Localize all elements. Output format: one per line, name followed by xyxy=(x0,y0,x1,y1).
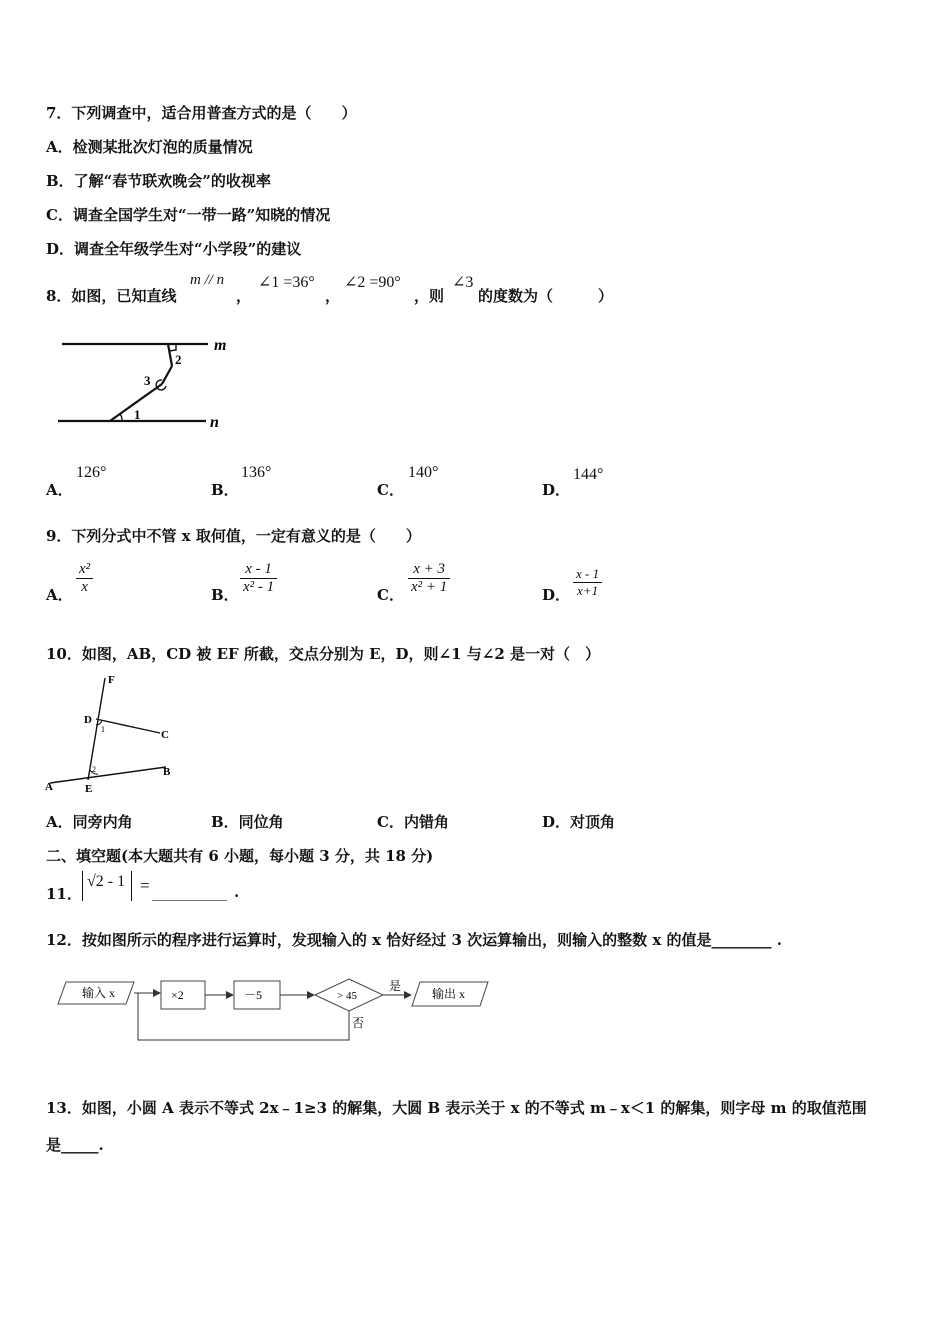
q11-abs-expression xyxy=(82,871,132,901)
label-angle2: 2 xyxy=(175,352,182,367)
label-f: F xyxy=(108,674,115,686)
q8-option-c-letter: C． xyxy=(377,481,404,499)
q12-stem: 12．按如图所示的程序进行运算时，发现输入的 x 恰好经过 3 次运算输出，则输入的整数 x 的值是________ . xyxy=(46,931,782,949)
section2-heading: 二、填空题(本大题共有 6 小题，每小题 3 分，共 18 分) xyxy=(46,847,434,865)
q10-figure xyxy=(42,672,182,797)
q9-option-c-letter: C． xyxy=(377,586,404,604)
ray-dc xyxy=(96,719,160,733)
q10-option-d: D．对顶角 xyxy=(542,813,616,831)
q10-option-b: B．同位角 xyxy=(211,813,284,831)
label-d: D xyxy=(84,714,92,726)
q7-stem: 7．下列调查中，适合用普查方式的是（ ） xyxy=(46,104,357,122)
q11-equals: = xyxy=(140,876,150,895)
q9-option-d-letter: D． xyxy=(542,586,571,604)
q8-angle3: ∠3 xyxy=(452,274,474,291)
q9-option-c-fraction xyxy=(408,561,450,596)
q13-line2: 是_____. xyxy=(46,1136,104,1154)
segment-middle xyxy=(162,366,172,384)
q9-option-d-fraction xyxy=(573,566,602,599)
q7-option-a: A．检测某批次灯泡的质量情况 xyxy=(46,138,253,156)
q9-b-numerator: x - 1 xyxy=(245,561,272,577)
q7-option-b: B．了解“春节联欢晚会”的收视率 xyxy=(46,172,271,190)
label-angle1: 1 xyxy=(101,725,105,734)
q8-sep1: ， xyxy=(236,287,252,305)
q9-c-numerator: x + 3 xyxy=(413,561,446,577)
q11-blank: __________ xyxy=(152,883,227,901)
flow-output-label: 输出 x xyxy=(432,987,466,1001)
q8-sep2: ， xyxy=(325,287,341,305)
q10-stem: 10．如图，AB，CD 被 EF 所截，交点分别为 E，D，则∠1 与∠2 是一对（ ） xyxy=(46,645,601,663)
q11-end: . xyxy=(234,883,240,901)
q8-option-d-letter: D． xyxy=(542,481,571,499)
label-angle1: 1 xyxy=(134,407,141,422)
q8-option-b-letter: B． xyxy=(211,481,239,499)
q8-option-c-value: 140° xyxy=(408,464,439,481)
label-angle2: 2 xyxy=(92,765,96,774)
q13-line1: 13．如图，小圆 A 表示不等式 2x﹣1≥3 的解集，大圆 B 表示关于 x 的不等式 m﹣x＜1 的解集，则字母 m 的取值范围 xyxy=(46,1099,867,1117)
label-n: n xyxy=(210,414,219,431)
q8-option-a-value: 126° xyxy=(76,464,107,481)
q10-option-a: A．同旁内角 xyxy=(46,813,133,831)
flow-no-label: 否 xyxy=(352,1016,365,1030)
line-ab xyxy=(50,767,166,783)
q9-option-b-fraction xyxy=(240,561,277,596)
flow-yes-label: 是 xyxy=(389,979,402,993)
label-e: E xyxy=(85,783,93,795)
flow-minus5-label: －5 xyxy=(244,988,263,1002)
q8-option-d-value: 144° xyxy=(573,466,604,483)
q8-then: ，则 xyxy=(414,287,445,305)
q9-c-denominator: x² + 1 xyxy=(408,578,450,596)
label-angle3: 3 xyxy=(144,373,151,388)
q10-option-c: C．内错角 xyxy=(377,813,449,831)
q8-parallel-expr: m // n xyxy=(190,272,225,288)
q8-stem-prefix: 8．如图，已知直线 xyxy=(46,287,177,305)
q9-d-numerator: x - 1 xyxy=(576,566,600,581)
q9-b-denominator: x² - 1 xyxy=(240,578,277,596)
label-b: B xyxy=(163,766,171,778)
segment-upper xyxy=(168,344,172,366)
flow-condition-label: > 45 xyxy=(337,990,357,1002)
q9-option-b-letter: B． xyxy=(211,586,239,604)
q12-flowchart xyxy=(56,974,496,1046)
label-m: m xyxy=(214,337,227,354)
q8-angle2: ∠2 =90° xyxy=(344,274,401,291)
q7-option-c: C．调查全国学生对“一带一路”知晓的情况 xyxy=(46,206,331,224)
q8-option-b-value: 136° xyxy=(241,464,272,481)
q11-expr: √2 - 1 xyxy=(87,873,126,890)
q8-figure xyxy=(50,330,250,435)
label-a: A xyxy=(45,781,53,793)
label-c: C xyxy=(161,729,169,741)
q9-a-denominator: x xyxy=(76,578,93,596)
q9-option-a-letter: A． xyxy=(46,586,73,604)
q7-option-d: D．调查全年级学生对“小学段”的建议 xyxy=(46,240,302,258)
q9-d-denominator: x+1 xyxy=(573,582,602,599)
flow-times2-label: ×2 xyxy=(171,988,184,1002)
q8-angle1: ∠1 =36° xyxy=(258,274,315,291)
q8-stem-suffix: 的度数为（ ） xyxy=(478,287,614,305)
q9-a-numerator: x² xyxy=(79,561,91,577)
q8-option-a-letter: A． xyxy=(46,481,73,499)
q9-option-a-fraction xyxy=(76,561,93,596)
flow-input-label: 输入 x xyxy=(82,986,116,1000)
q11-number: 11． xyxy=(46,885,82,903)
q9-stem: 9．下列分式中不管 x 取何值，一定有意义的是（ ） xyxy=(46,527,421,545)
